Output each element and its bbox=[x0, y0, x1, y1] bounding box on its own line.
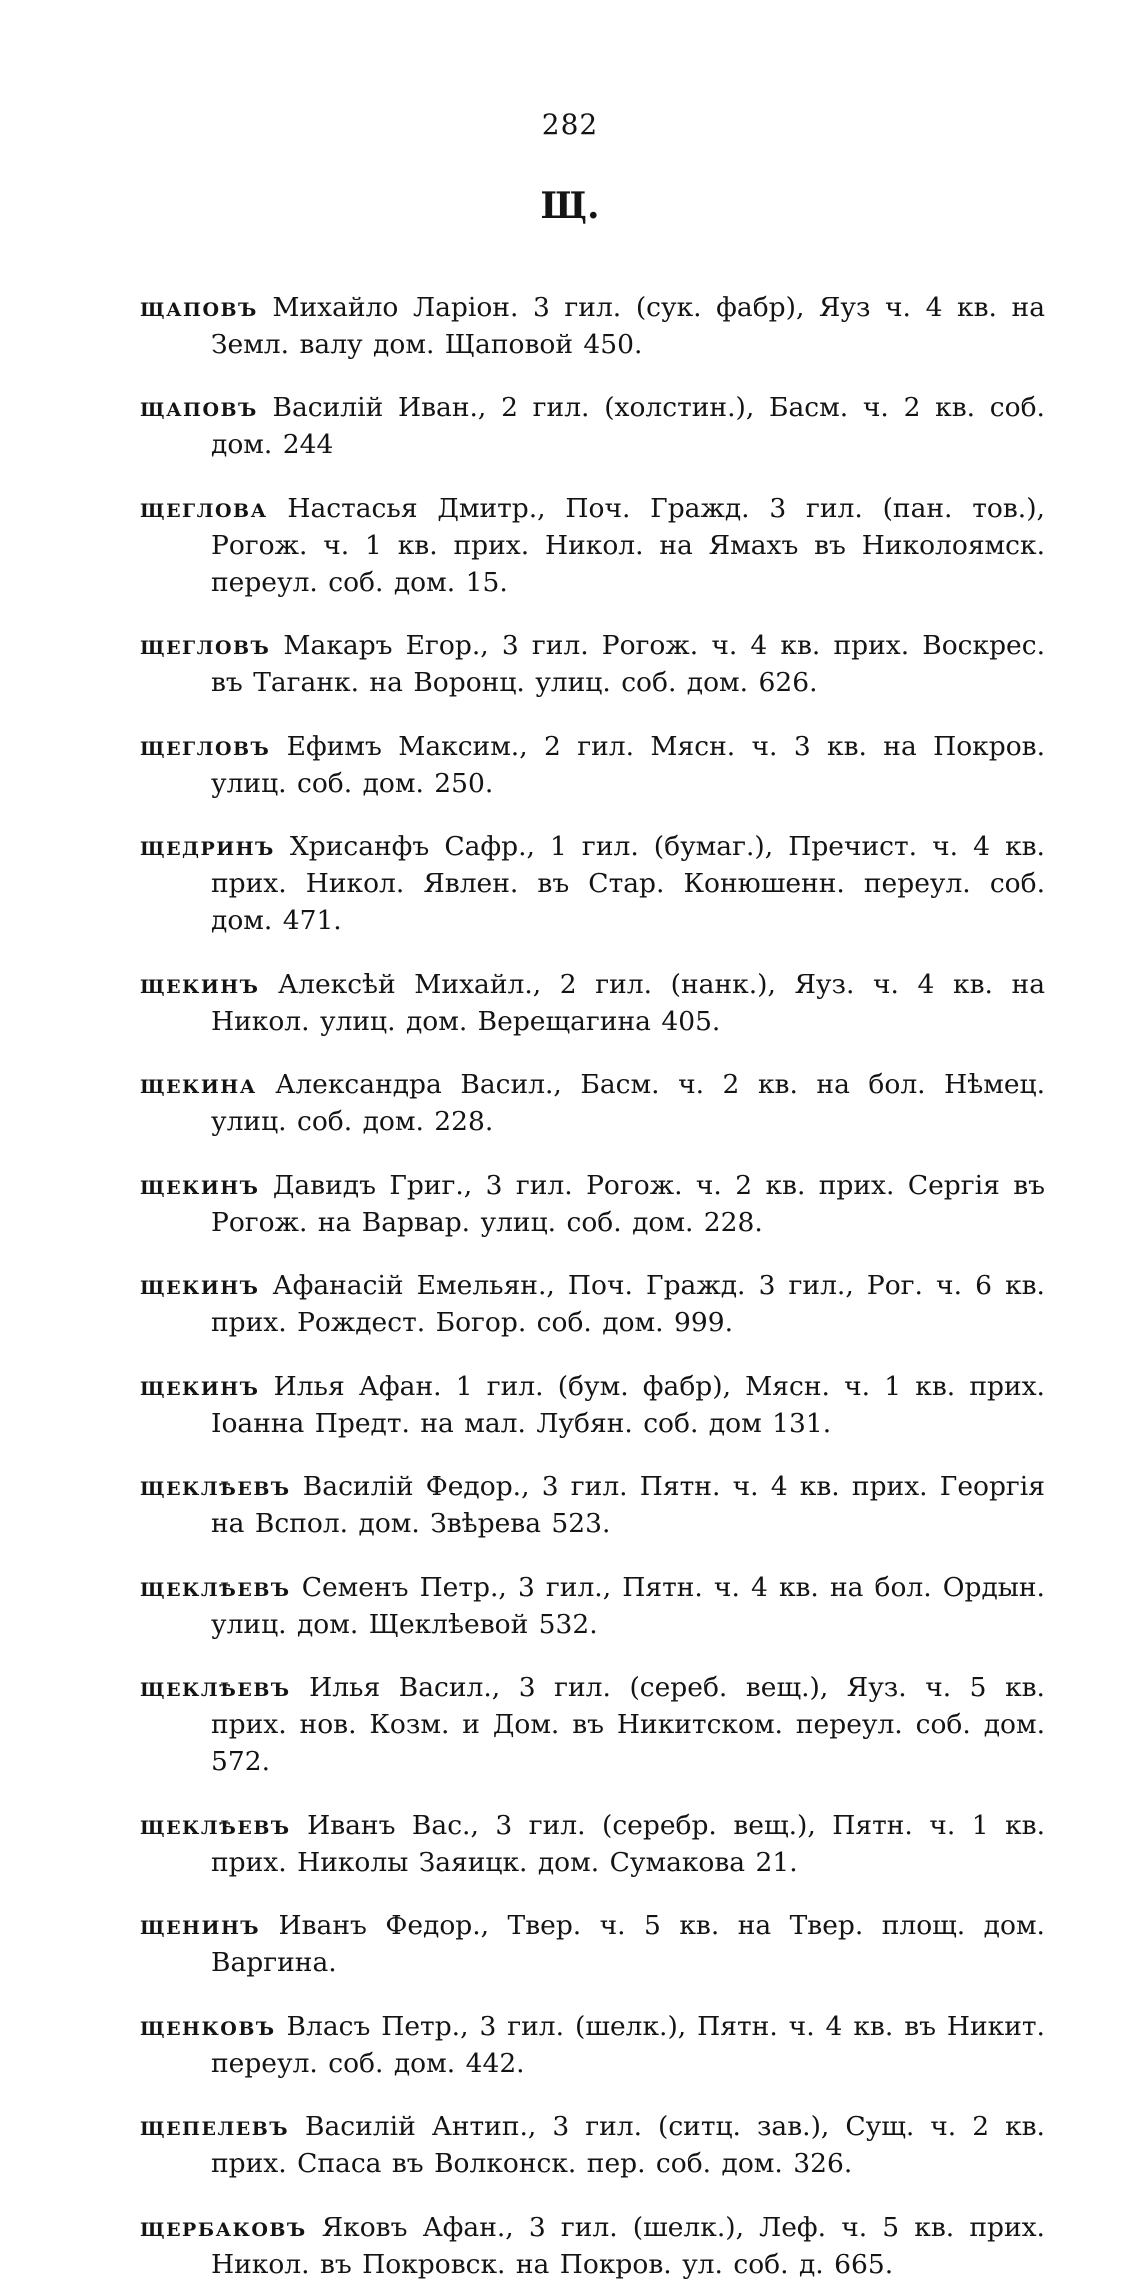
directory-entry bbox=[140, 1807, 1045, 1881]
directory-entry bbox=[140, 728, 1045, 802]
entry-text: Илья Васил., 3 гил. (сереб. вещ.), Яуз. ч. 5 кв. прих. нов. Козм. и Дом. въ Никитском. переул. соб. дом. 572. bbox=[211, 1672, 1045, 1777]
directory-entry bbox=[140, 389, 1045, 463]
directory-entry bbox=[140, 2108, 1045, 2182]
entry-surname: щекинъ bbox=[140, 1169, 260, 1201]
entry-text: Александра Васил., Басм. ч. 2 кв. на бол. Нѣмец. улиц. соб. дом. 228. bbox=[211, 1069, 1045, 1137]
entry-text: Власъ Петр., 3 гил. (шелк.), Пятн. ч. 4 кв. въ Никит. переул. соб. дом. 442. bbox=[211, 2010, 1045, 2079]
entry-text: Иванъ Федор., Твер. ч. 5 кв. на Твер. площ. дом. Варгина. bbox=[211, 1910, 1045, 1978]
section-heading: Щ. bbox=[540, 185, 600, 227]
entry-surname: щеклѣевъ bbox=[140, 1672, 291, 1703]
directory-entry bbox=[140, 966, 1045, 1040]
entry-text: Макаръ Егор., 3 гил. Рогож. ч. 4 кв. прих. Воскрес. въ Таганк. на Воронц. улиц. соб. дом. 626. bbox=[211, 630, 1045, 698]
directory-entry bbox=[140, 1569, 1045, 1643]
entry-text: Василій Иван., 2 гил. (холстин.), Басм. ч. 2 кв. соб. дом. 244 bbox=[211, 392, 1045, 460]
entry-text: Василій Антип., 3 гил. (ситц. зав.), Сущ. ч. 2 кв. прих. Спаса въ Волконск. пер. соб. дом. 326. bbox=[211, 2111, 1045, 2179]
entry-text: Семенъ Петр., 3 гил., Пятн. ч. 4 кв. на бол. Ордын. улиц. дом. Щеклѣевой 532. bbox=[211, 1571, 1045, 1640]
entry-surname: щаповъ bbox=[140, 392, 258, 423]
directory-entry bbox=[140, 828, 1045, 939]
directory-entry bbox=[140, 1267, 1045, 1341]
entry-surname: щенинъ bbox=[140, 1910, 261, 1941]
directory-entry bbox=[140, 1066, 1045, 1140]
entry-text: Яковъ Афан., 3 гил. (шелк.), Леф. ч. 5 кв. прих. Никол. въ Покровск. на Покров. ул. соб. д. 665. bbox=[211, 2211, 1045, 2280]
entry-surname: щегловъ bbox=[140, 630, 271, 661]
entry-surname: щеглова bbox=[140, 492, 268, 524]
entry-surname: щекинъ bbox=[140, 1270, 260, 1301]
entry-surname: щеклѣевъ bbox=[140, 1809, 291, 1841]
directory-entry bbox=[140, 289, 1045, 363]
directory-entry bbox=[140, 490, 1045, 601]
entry-surname: щедринъ bbox=[140, 831, 275, 862]
directory-entry bbox=[140, 2209, 1045, 2283]
entry-text: Ефимъ Максим., 2 гил. Мясн. ч. 3 кв. на Покров. улиц. соб. дом. 250. bbox=[211, 730, 1045, 799]
entry-text: Настасья Дмитр., Поч. Гражд. 3 гил. (пан. тов.), Рогож. ч. 1 кв. прих. Никол. на Ямахъ въ Николоямск. переул. соб. дом. 15. bbox=[211, 492, 1045, 598]
entry-surname: щегловъ bbox=[140, 730, 271, 762]
entry-text: Давидъ Григ., 3 гил. Рогож. ч. 2 кв. прих. Сергія въ Рогож. на Варвар. улиц. соб. дом. 228. bbox=[211, 1169, 1045, 1238]
entry-text: Алексѣй Михайл., 2 гил. (нанк.), Яуз. ч. 4 кв. на Никол. улиц. дом. Верещагина 405. bbox=[211, 968, 1045, 1037]
entry-surname: щеклѣевъ bbox=[140, 1471, 291, 1502]
directory-entry bbox=[140, 1669, 1045, 1780]
directory-entry bbox=[140, 1907, 1045, 1981]
entry-text: Илья Афан. 1 гил. (бум. фабр), Мясн. ч. 1 кв. прих. Іоанна Предт. на мал. Лубян. соб. дом 131. bbox=[211, 1370, 1045, 1439]
directory-entry bbox=[140, 1468, 1045, 1542]
directory-entry bbox=[140, 627, 1045, 701]
entry-surname: щеклѣевъ bbox=[140, 1571, 291, 1603]
entry-surname: щекина bbox=[140, 1069, 257, 1100]
entry-text: Иванъ Вас., 3 гил. (серебр. вещ.), Пятн. ч. 1 кв. прих. Николы Заяицк. дом. Сумакова 21. bbox=[211, 1809, 1045, 1878]
entry-text: Хрисанфъ Сафр., 1 гил. (бумаг.), Пречист. ч. 4 кв. прих. Никол. Явлен. въ Стар. Конюшенн. переул. соб. дом. 471. bbox=[211, 831, 1045, 936]
directory-entries bbox=[140, 262, 1045, 2285]
entry-surname: щекинъ bbox=[140, 1370, 260, 1402]
entry-surname: щенковъ bbox=[140, 2010, 276, 2042]
entry-text: Василій Федор., 3 гил. Пятн. ч. 4 кв. прих. Георгія на Вспол. дом. Звѣрева 523. bbox=[211, 1471, 1045, 1539]
entry-surname: щаповъ bbox=[140, 291, 258, 323]
page-number: 282 bbox=[541, 108, 599, 141]
entry-text: Михайло Ларіон. 3 гил. (сук. фабр), Яуз ч. 4 кв. на Земл. валу дом. Щаповой 450. bbox=[211, 291, 1045, 360]
entry-surname: щекинъ bbox=[140, 968, 260, 1000]
directory-entry bbox=[140, 1167, 1045, 1241]
entry-surname: щепелевъ bbox=[140, 2111, 289, 2142]
entry-surname: щербаковъ bbox=[140, 2211, 307, 2243]
directory-entry bbox=[140, 2008, 1045, 2082]
directory-entry bbox=[140, 1368, 1045, 1442]
entry-text: Афанасій Емельян., Поч. Гражд. 3 гил., Рог. ч. 6 кв. прих. Рождест. Богор. соб. дом. 999. bbox=[211, 1270, 1045, 1338]
